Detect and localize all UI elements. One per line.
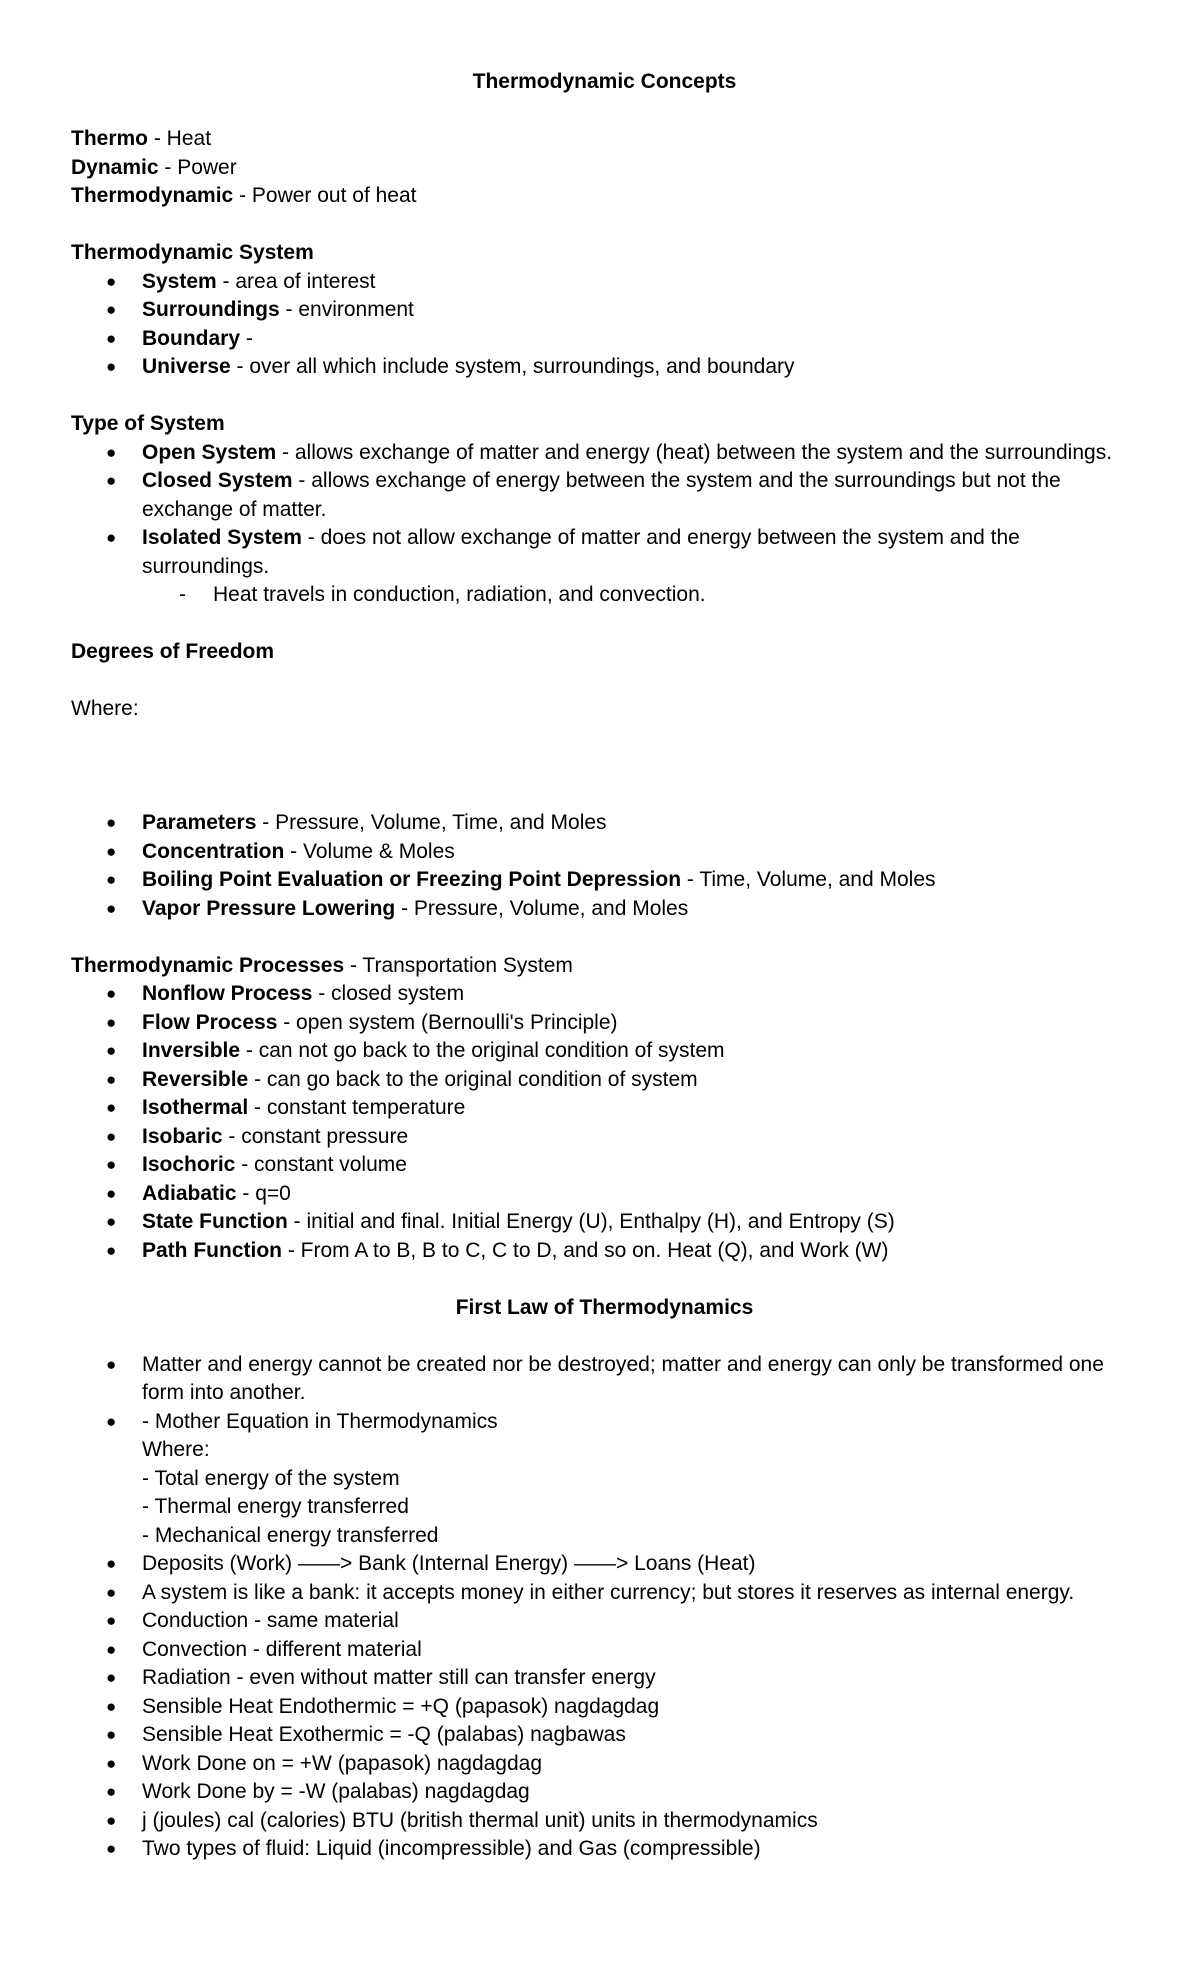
definition-desc: - Power <box>158 155 237 179</box>
list-item: ● j (joules) cal (calories) BTU (british thermal unit) units in thermodynamics <box>142 1807 1138 1836</box>
list-item: ● Work Done by = -W (palabas) nagdagdag <box>142 1778 1138 1807</box>
where-label: Where: <box>71 697 139 720</box>
list-item: ● Convection - different material <box>142 1636 1138 1665</box>
list-item: ● Flow Process - open system (Bernoulli's Principle) <box>142 1009 1138 1038</box>
sub-list <box>142 581 1138 610</box>
section-heading-types: Type of System <box>71 412 225 435</box>
list-item: ● Adiabatic - q=0 <box>142 1180 1138 1209</box>
list-item: ● Work Done on = +W (papasok) nagdagdag <box>142 1750 1138 1779</box>
list-item: ● Isochoric - constant volume <box>142 1151 1138 1180</box>
list-item: ● Universe - over all which include system, surroundings, and boundary <box>142 353 1138 382</box>
list-item: ● Reversible - can go back to the original condition of system <box>142 1066 1138 1095</box>
list-item: ● Matter and energy cannot be created nor be destroyed; matter and energy can only be transformed one form into another. <box>142 1351 1138 1408</box>
where-item: - Mechanical energy transferred <box>142 1523 439 1547</box>
definition-desc: - Heat <box>148 127 212 150</box>
list-item: ● Parameters - Pressure, Volume, Time, and Moles <box>142 809 1138 838</box>
list-item: ● Conduction - same material <box>142 1607 1138 1636</box>
list-item: ● Nonflow Process - closed system <box>142 980 1138 1009</box>
where-label: Where: <box>142 1438 210 1461</box>
first-law-list <box>71 1351 1138 1864</box>
where-item: - Thermal energy transferred <box>142 1495 409 1518</box>
list-item: ● Isothermal - constant temperature <box>142 1094 1138 1123</box>
list-item: ● Concentration - Volume & Moles <box>142 838 1138 867</box>
definition-line <box>71 125 1138 154</box>
list-item: ● Deposits (Work) ——> Bank (Internal Energy) ——> Loans (Heat) <box>142 1550 1138 1579</box>
list-item: ● State Function - initial and final. Initial Energy (U), Enthalpy (H), and Entropy (S) <box>142 1208 1138 1237</box>
list-item: ● Isolated System - does not allow exchange of matter and energy between the system and the surroundings. - Heat travels in conduction, radiation, and convection. <box>142 524 1138 610</box>
list-item: ● Surroundings - environment <box>142 296 1138 325</box>
section-heading-freedom: Degrees of Freedom <box>71 640 275 663</box>
list-item: ● Two types of fluid: Liquid (incompressible) and Gas (compressible) <box>142 1835 1138 1864</box>
list-item: ● A system is like a bank: it accepts money in either currency; but stores it reserves as internal energy. <box>142 1579 1138 1608</box>
list-item <box>142 1408 1138 1551</box>
list-item: ● Sensible Heat Exothermic = -Q (palabas) nagbawas <box>142 1721 1138 1750</box>
definition-line <box>71 154 1138 183</box>
system-list <box>71 268 1138 382</box>
list-item: ● System - area of interest <box>142 268 1138 297</box>
section-heading-processes: Thermodynamic Processes - Transportation System <box>71 953 573 977</box>
list-item: ● Path Function - From A to B, B to C, C to D, and so on. Heat (Q), and Work (W) <box>142 1237 1138 1266</box>
definition-term: Dynamic <box>71 155 159 179</box>
mother-equation-label: ● - Mother Equation in Thermodynamics <box>142 1409 498 1433</box>
list-item: ● Boundary - <box>142 325 1138 354</box>
page-title: Thermodynamic Concepts <box>472 70 737 93</box>
definition-term: Thermo <box>71 127 149 150</box>
list-item: ● Sensible Heat Endothermic = +Q (papasok) nagdagdag <box>142 1693 1138 1722</box>
section-heading-first-law: First Law of Thermodynamics <box>455 1295 754 1319</box>
definition-term: Thermodynamic <box>71 184 234 207</box>
list-item: ● Open System - allows exchange of matter and energy (heat) between the system and the surroundings. <box>142 439 1138 468</box>
types-list <box>71 439 1138 610</box>
list-item: ● Radiation - even without matter still can transfer energy <box>142 1664 1138 1693</box>
list-item: ● Boiling Point Evaluation or Freezing Point Depression - Time, Volume, and Moles <box>142 866 1138 895</box>
freedom-list <box>71 809 1138 923</box>
sub-list-item: - Heat travels in conduction, radiation, and convection. <box>213 581 1138 610</box>
section-heading-system: Thermodynamic System <box>71 241 314 264</box>
where-item: - Total energy of the system <box>142 1466 400 1490</box>
definition-line <box>71 182 1138 211</box>
list-item: ● Closed System - allows exchange of energy between the system and the surroundings but not the exchange of matter. <box>142 467 1138 524</box>
definition-desc: - Power out of heat <box>233 184 417 207</box>
list-item: ● Vapor Pressure Lowering - Pressure, Volume, and Moles <box>142 895 1138 924</box>
list-item: ● Inversible - can not go back to the original condition of system <box>142 1037 1138 1066</box>
processes-list <box>71 980 1138 1265</box>
list-item: ● Isobaric - constant pressure <box>142 1123 1138 1152</box>
